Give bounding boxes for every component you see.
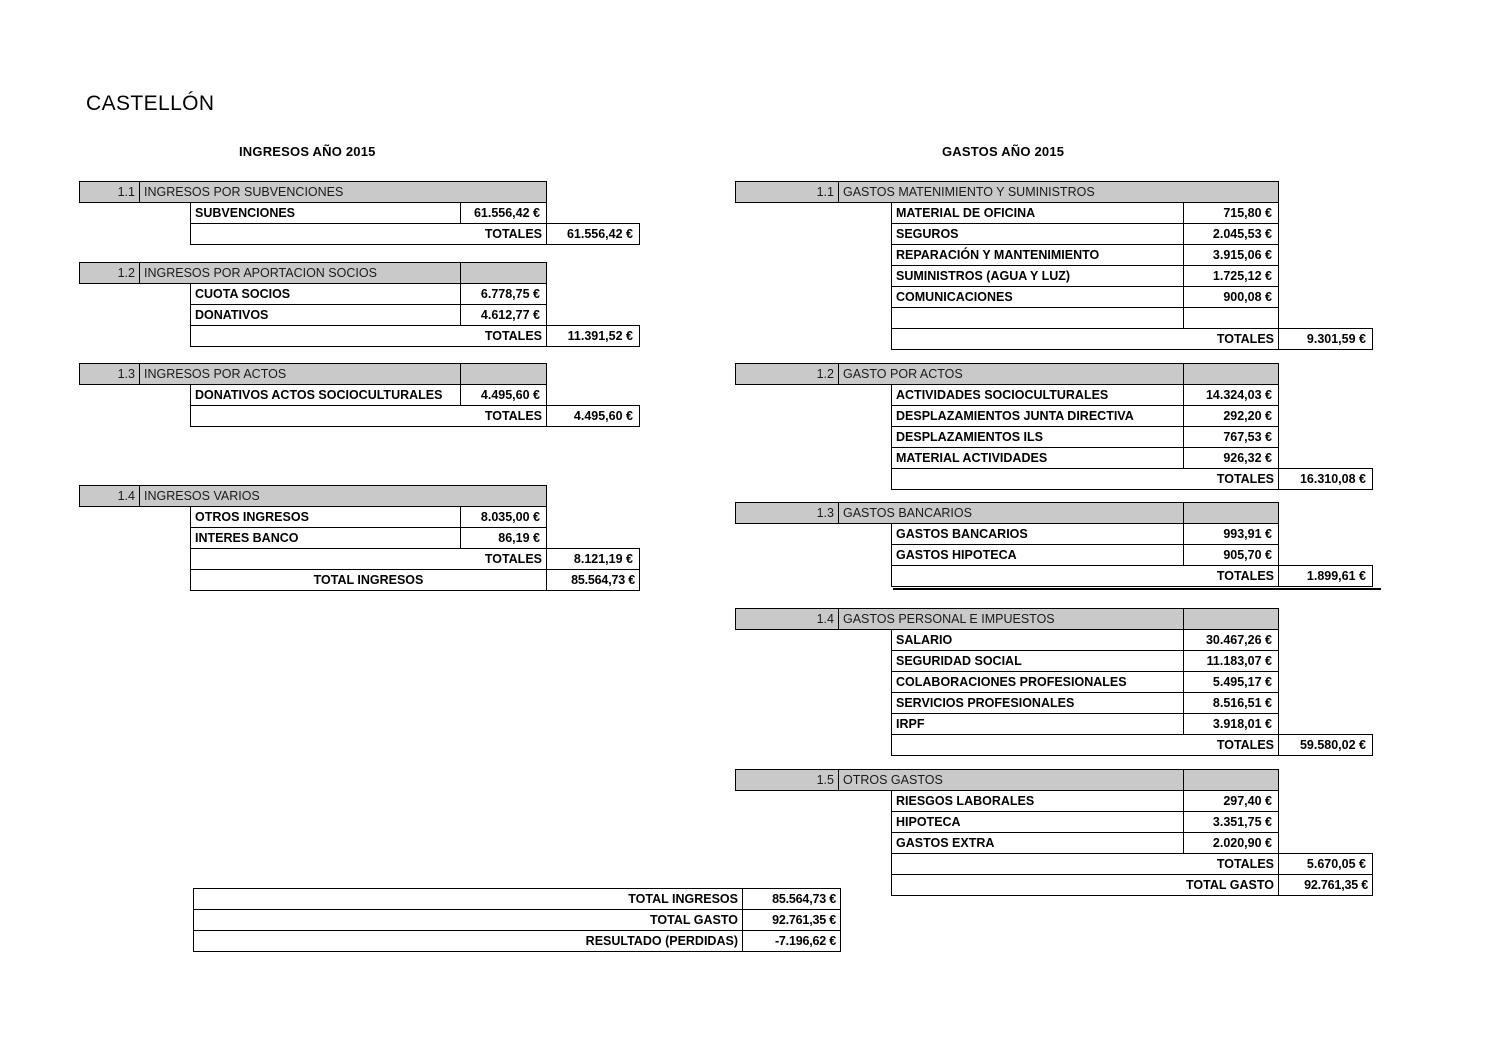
- section-header-blank-cell: [1184, 364, 1279, 385]
- section-header-blank-cell: [461, 364, 547, 385]
- table-row: [736, 448, 1373, 469]
- row-spacer: [736, 427, 839, 448]
- item-label: DESPLAZAMIENTOS JUNTA DIRECTIVA: [892, 406, 1184, 427]
- row-spacer: [839, 833, 892, 854]
- table-row: [736, 427, 1373, 448]
- row-spacer: [736, 566, 839, 587]
- income-column-title: INGRESOS AÑO 2015: [239, 144, 376, 159]
- item-label: REPARACIÓN Y MANTENIMIENTO: [892, 245, 1184, 266]
- section-table: [79, 181, 640, 245]
- table-row: [736, 524, 1373, 545]
- totals-amount: 16.310,08 €: [1279, 469, 1373, 490]
- row-spacer: [80, 507, 140, 528]
- row-spacer: [140, 507, 191, 528]
- table-row: [736, 812, 1373, 833]
- row-spacer: [140, 570, 191, 591]
- row-spacer: [547, 528, 640, 549]
- item-label: DESPLAZAMIENTOS ILS: [892, 427, 1184, 448]
- row-spacer: [839, 735, 892, 756]
- item-label: SUBVENCIONES: [191, 203, 461, 224]
- totals-row: [80, 549, 640, 570]
- table-row: [80, 385, 640, 406]
- totals-row: [80, 326, 640, 347]
- table-row: [736, 224, 1373, 245]
- row-spacer: [80, 203, 140, 224]
- item-label: GASTOS EXTRA: [892, 833, 1184, 854]
- row-spacer: [80, 224, 140, 245]
- totals-amount: 4.495,60 €: [547, 406, 640, 427]
- row-spacer: [839, 203, 892, 224]
- page-title: CASTELLÓN: [86, 92, 215, 115]
- row-spacer: [547, 284, 640, 305]
- totals-row: [736, 735, 1373, 756]
- item-amount: 30.467,26 €: [1184, 630, 1279, 651]
- section-block: [79, 262, 640, 347]
- row-spacer: [839, 875, 892, 896]
- item-amount: [1184, 308, 1279, 329]
- row-spacer: [547, 263, 640, 284]
- item-amount: 5.495,17 €: [1184, 672, 1279, 693]
- item-label: SALARIO: [892, 630, 1184, 651]
- row-spacer: [839, 651, 892, 672]
- row-spacer: [839, 329, 892, 350]
- item-amount: 767,53 €: [1184, 427, 1279, 448]
- item-amount: 86,19 €: [461, 528, 547, 549]
- row-spacer: [839, 714, 892, 735]
- table-row: [80, 507, 640, 528]
- totals-label: TOTALES: [191, 224, 547, 245]
- row-spacer: [1279, 503, 1373, 524]
- row-spacer: [1279, 833, 1373, 854]
- section-table: [735, 363, 1373, 490]
- row-spacer: [839, 672, 892, 693]
- summary-amount: 92.761,35 €: [743, 910, 841, 931]
- section-header-row: [736, 364, 1373, 385]
- row-spacer: [140, 385, 191, 406]
- row-spacer: [80, 385, 140, 406]
- row-spacer: [1279, 364, 1373, 385]
- row-spacer: [1279, 609, 1373, 630]
- table-row: [736, 693, 1373, 714]
- item-label: MATERIAL ACTIVIDADES: [892, 448, 1184, 469]
- item-amount: 2.045,53 €: [1184, 224, 1279, 245]
- item-label: DONATIVOS: [191, 305, 461, 326]
- totals-row: [736, 854, 1373, 875]
- row-spacer: [1279, 672, 1373, 693]
- section-header-row: [80, 486, 640, 507]
- item-amount: 3.351,75 €: [1184, 812, 1279, 833]
- row-spacer: [736, 406, 839, 427]
- item-amount: 8.516,51 €: [1184, 693, 1279, 714]
- totals-amount: 11.391,52 €: [547, 326, 640, 347]
- summary-label: RESULTADO (PERDIDAS): [194, 931, 743, 952]
- summary-amount: 85.564,73 €: [743, 889, 841, 910]
- row-spacer: [547, 486, 640, 507]
- row-spacer: [839, 812, 892, 833]
- row-spacer: [839, 245, 892, 266]
- row-spacer: [736, 329, 839, 350]
- item-amount: 6.778,75 €: [461, 284, 547, 305]
- item-label: OTROS INGRESOS: [191, 507, 461, 528]
- table-row: [736, 308, 1373, 329]
- row-spacer: [1279, 651, 1373, 672]
- section-block: [735, 769, 1373, 896]
- section-header-blank-cell: [1184, 503, 1279, 524]
- row-spacer: [80, 570, 140, 591]
- table-row: [736, 714, 1373, 735]
- summary-label: TOTAL GASTO: [194, 910, 743, 931]
- row-spacer: [547, 507, 640, 528]
- item-label: GASTOS HIPOTECA: [892, 545, 1184, 566]
- section-number: 1.2: [736, 364, 839, 385]
- row-spacer: [736, 203, 839, 224]
- row-spacer: [80, 326, 140, 347]
- section-block: [79, 363, 640, 427]
- row-spacer: [80, 406, 140, 427]
- totals-row: [736, 566, 1373, 587]
- totals-label: TOTALES: [892, 735, 1279, 756]
- row-spacer: [140, 528, 191, 549]
- item-label: CUOTA SOCIOS: [191, 284, 461, 305]
- section-header-row: [80, 364, 640, 385]
- row-spacer: [839, 385, 892, 406]
- item-label: [892, 308, 1184, 329]
- section-label: INGRESOS POR SUBVENCIONES: [140, 182, 547, 203]
- section-header-row: [80, 182, 640, 203]
- summary-row: [194, 931, 841, 952]
- item-amount: 8.035,00 €: [461, 507, 547, 528]
- section-block: [735, 502, 1373, 587]
- section-underline: [893, 588, 1381, 590]
- section-block: [735, 363, 1373, 490]
- item-amount: 926,32 €: [1184, 448, 1279, 469]
- row-spacer: [140, 549, 191, 570]
- totals-amount: 9.301,59 €: [1279, 329, 1373, 350]
- table-row: [736, 833, 1373, 854]
- section-block: [735, 181, 1373, 350]
- summary-table: [193, 888, 841, 952]
- item-label: SERVICIOS PROFESIONALES: [892, 693, 1184, 714]
- row-spacer: [736, 224, 839, 245]
- row-spacer: [1279, 308, 1373, 329]
- row-spacer: [140, 326, 191, 347]
- row-spacer: [736, 854, 839, 875]
- item-label: GASTOS BANCARIOS: [892, 524, 1184, 545]
- row-spacer: [736, 266, 839, 287]
- totals-amount: 59.580,02 €: [1279, 735, 1373, 756]
- section-header-row: [736, 770, 1373, 791]
- grand-total-row: [80, 570, 640, 591]
- row-spacer: [736, 385, 839, 406]
- row-spacer: [1279, 770, 1373, 791]
- item-label: COLABORACIONES PROFESIONALES: [892, 672, 1184, 693]
- item-label: COMUNICACIONES: [892, 287, 1184, 308]
- item-amount: 297,40 €: [1184, 791, 1279, 812]
- item-amount: 715,80 €: [1184, 203, 1279, 224]
- item-label: IRPF: [892, 714, 1184, 735]
- table-row: [736, 385, 1373, 406]
- row-spacer: [547, 203, 640, 224]
- section-table: [79, 363, 640, 427]
- row-spacer: [1279, 182, 1373, 203]
- item-amount: 993,91 €: [1184, 524, 1279, 545]
- section-table: [735, 608, 1373, 756]
- section-table: [79, 262, 640, 347]
- row-spacer: [140, 284, 191, 305]
- section-table: [735, 502, 1373, 587]
- totals-label: TOTALES: [191, 406, 547, 427]
- item-label: MATERIAL DE OFICINA: [892, 203, 1184, 224]
- row-spacer: [839, 566, 892, 587]
- row-spacer: [736, 287, 839, 308]
- row-spacer: [140, 224, 191, 245]
- row-spacer: [736, 875, 839, 896]
- section-number: 1.4: [80, 486, 140, 507]
- row-spacer: [736, 812, 839, 833]
- row-spacer: [140, 203, 191, 224]
- row-spacer: [1279, 266, 1373, 287]
- row-spacer: [736, 469, 839, 490]
- row-spacer: [736, 791, 839, 812]
- grand-total-amount: 92.761,35 €: [1279, 875, 1373, 896]
- item-amount: 900,08 €: [1184, 287, 1279, 308]
- section-number: 1.1: [80, 182, 140, 203]
- item-amount: 61.556,42 €: [461, 203, 547, 224]
- totals-label: TOTALES: [892, 469, 1279, 490]
- section-header-row: [736, 609, 1373, 630]
- item-amount: 2.020,90 €: [1184, 833, 1279, 854]
- expenses-column-title: GASTOS AÑO 2015: [942, 144, 1065, 159]
- table-row: [80, 305, 640, 326]
- grand-total-amount: 85.564,73 €: [547, 570, 640, 591]
- row-spacer: [839, 791, 892, 812]
- item-amount: 3.915,06 €: [1184, 245, 1279, 266]
- table-row: [736, 287, 1373, 308]
- section-label: INGRESOS POR ACTOS: [140, 364, 461, 385]
- row-spacer: [736, 693, 839, 714]
- section-header-blank-cell: [461, 263, 547, 284]
- row-spacer: [1279, 791, 1373, 812]
- row-spacer: [1279, 406, 1373, 427]
- item-amount: 1.725,12 €: [1184, 266, 1279, 287]
- table-row: [80, 284, 640, 305]
- section-header-blank-cell: [1184, 609, 1279, 630]
- row-spacer: [839, 266, 892, 287]
- item-label: RIESGOS LABORALES: [892, 791, 1184, 812]
- row-spacer: [1279, 287, 1373, 308]
- section-block: [79, 485, 640, 591]
- totals-label: TOTALES: [191, 326, 547, 347]
- section-header-row: [736, 182, 1373, 203]
- row-spacer: [1279, 524, 1373, 545]
- table-row: [736, 245, 1373, 266]
- totals-amount: 1.899,61 €: [1279, 566, 1373, 587]
- item-label: DONATIVOS ACTOS SOCIOCULTURALES: [191, 385, 461, 406]
- row-spacer: [839, 224, 892, 245]
- item-label: SUMINISTROS (AGUA Y LUZ): [892, 266, 1184, 287]
- summary-amount: -7.196,62 €: [743, 931, 841, 952]
- table-row: [736, 266, 1373, 287]
- totals-row: [736, 329, 1373, 350]
- section-number: 1.5: [736, 770, 839, 791]
- row-spacer: [736, 524, 839, 545]
- totals-row: [736, 469, 1373, 490]
- row-spacer: [1279, 714, 1373, 735]
- section-number: 1.3: [80, 364, 140, 385]
- row-spacer: [839, 854, 892, 875]
- section-number: 1.1: [736, 182, 839, 203]
- row-spacer: [839, 469, 892, 490]
- section-label: GASTOS PERSONAL E IMPUESTOS: [839, 609, 1184, 630]
- row-spacer: [839, 427, 892, 448]
- section-block: [79, 181, 640, 245]
- item-label: HIPOTECA: [892, 812, 1184, 833]
- row-spacer: [736, 245, 839, 266]
- row-spacer: [839, 524, 892, 545]
- row-spacer: [1279, 224, 1373, 245]
- row-spacer: [736, 672, 839, 693]
- table-row: [736, 672, 1373, 693]
- row-spacer: [1279, 693, 1373, 714]
- item-amount: 905,70 €: [1184, 545, 1279, 566]
- section-label: OTROS GASTOS: [839, 770, 1184, 791]
- section-number: 1.2: [80, 263, 140, 284]
- section-table: [735, 181, 1373, 350]
- totals-amount: 61.556,42 €: [547, 224, 640, 245]
- item-label: ACTIVIDADES SOCIOCULTURALES: [892, 385, 1184, 406]
- row-spacer: [736, 448, 839, 469]
- row-spacer: [547, 305, 640, 326]
- table-row: [736, 406, 1373, 427]
- row-spacer: [1279, 812, 1373, 833]
- row-spacer: [839, 308, 892, 329]
- section-label: GASTOS BANCARIOS: [839, 503, 1184, 524]
- row-spacer: [736, 545, 839, 566]
- table-row: [80, 528, 640, 549]
- section-number: 1.4: [736, 609, 839, 630]
- section-block: [735, 608, 1373, 756]
- row-spacer: [1279, 630, 1373, 651]
- grand-total-label: TOTAL GASTO: [892, 875, 1279, 896]
- item-amount: 4.612,77 €: [461, 305, 547, 326]
- totals-label: TOTALES: [191, 549, 547, 570]
- totals-row: [80, 406, 640, 427]
- table-row: [736, 630, 1373, 651]
- row-spacer: [736, 651, 839, 672]
- row-spacer: [736, 308, 839, 329]
- row-spacer: [1279, 203, 1373, 224]
- row-spacer: [839, 448, 892, 469]
- item-label: SEGURIDAD SOCIAL: [892, 651, 1184, 672]
- section-label: GASTOS MATENIMIENTO Y SUMINISTROS: [839, 182, 1279, 203]
- summary-row: [194, 910, 841, 931]
- row-spacer: [140, 305, 191, 326]
- item-label: SEGUROS: [892, 224, 1184, 245]
- row-spacer: [80, 549, 140, 570]
- totals-amount: 8.121,19 €: [547, 549, 640, 570]
- section-table: [735, 769, 1373, 896]
- section-header-row: [80, 263, 640, 284]
- grand-total-label: TOTAL INGRESOS: [191, 570, 547, 591]
- row-spacer: [736, 630, 839, 651]
- row-spacer: [1279, 427, 1373, 448]
- section-label: INGRESOS POR APORTACION SOCIOS: [140, 263, 461, 284]
- row-spacer: [80, 305, 140, 326]
- item-amount: 11.183,07 €: [1184, 651, 1279, 672]
- section-header-blank-cell: [1184, 770, 1279, 791]
- row-spacer: [547, 385, 640, 406]
- row-spacer: [839, 630, 892, 651]
- totals-label: TOTALES: [892, 566, 1279, 587]
- row-spacer: [736, 735, 839, 756]
- row-spacer: [80, 284, 140, 305]
- section-label: GASTO POR ACTOS: [839, 364, 1184, 385]
- row-spacer: [839, 406, 892, 427]
- row-spacer: [1279, 245, 1373, 266]
- totals-row: [80, 224, 640, 245]
- item-amount: 14.324,03 €: [1184, 385, 1279, 406]
- totals-amount: 5.670,05 €: [1279, 854, 1373, 875]
- section-header-row: [736, 503, 1373, 524]
- row-spacer: [547, 182, 640, 203]
- section-number: 1.3: [736, 503, 839, 524]
- totals-label: TOTALES: [892, 329, 1279, 350]
- row-spacer: [736, 833, 839, 854]
- row-spacer: [1279, 385, 1373, 406]
- table-row: [736, 791, 1373, 812]
- item-label: INTERES BANCO: [191, 528, 461, 549]
- item-amount: 4.495,60 €: [461, 385, 547, 406]
- table-row: [736, 651, 1373, 672]
- section-label: INGRESOS VARIOS: [140, 486, 547, 507]
- totals-label: TOTALES: [892, 854, 1279, 875]
- row-spacer: [736, 714, 839, 735]
- row-spacer: [839, 287, 892, 308]
- grand-total-row: [736, 875, 1373, 896]
- table-row: [80, 203, 640, 224]
- row-spacer: [140, 406, 191, 427]
- section-table: [79, 485, 640, 591]
- item-amount: 292,20 €: [1184, 406, 1279, 427]
- summary-label: TOTAL INGRESOS: [194, 889, 743, 910]
- row-spacer: [1279, 545, 1373, 566]
- row-spacer: [839, 545, 892, 566]
- table-row: [736, 203, 1373, 224]
- row-spacer: [1279, 448, 1373, 469]
- row-spacer: [547, 364, 640, 385]
- table-row: [736, 545, 1373, 566]
- row-spacer: [839, 693, 892, 714]
- row-spacer: [80, 528, 140, 549]
- item-amount: 3.918,01 €: [1184, 714, 1279, 735]
